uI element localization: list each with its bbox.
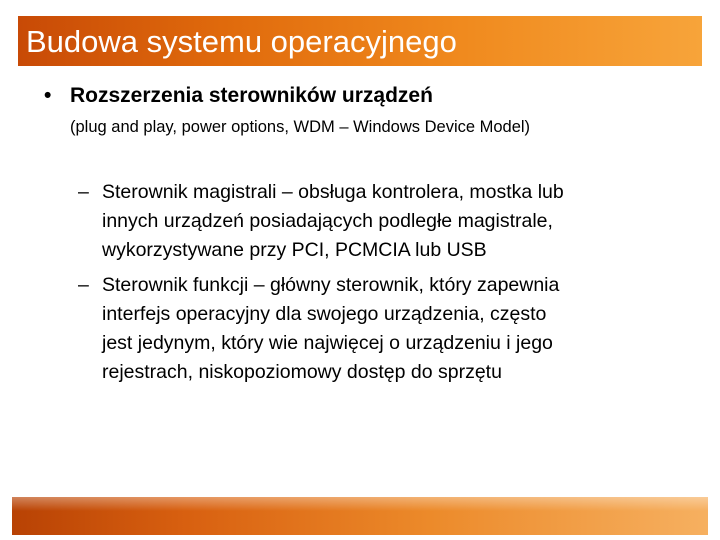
footer-bar bbox=[12, 497, 708, 535]
bullet-symbol: • bbox=[44, 84, 52, 107]
slide-title: Budowa systemu operacyjnego bbox=[26, 24, 457, 59]
main-bullet-text: Rozszerzenia sterowników urządzeń bbox=[70, 84, 433, 107]
sub-item-line: interfejs operacyjny dla swojego urządzenia, często bbox=[102, 303, 547, 325]
bullet-note: (plug and play, power options, WDM – Windows Device Model) bbox=[70, 118, 531, 136]
sub-item-line: jest jedynym, który wie najwięcej o urządzeniu i jego bbox=[102, 332, 553, 354]
main-bullet bbox=[44, 84, 433, 108]
sub-item-function-driver bbox=[78, 271, 698, 387]
dash-symbol: – bbox=[78, 181, 89, 203]
sub-item-line: rejestrach, niskopoziomowy dostęp do sprzętu bbox=[102, 361, 502, 383]
sub-item-line: wykorzystywane przy PCI, PCMCIA lub USB bbox=[102, 239, 487, 261]
sub-item-bus-driver bbox=[78, 178, 698, 265]
sub-item-line: Sterownik magistrali – obsługa kontrolera, mostka lub bbox=[102, 181, 564, 203]
sub-item-line: Sterownik funkcji – główny sterownik, który zapewnia bbox=[102, 274, 560, 296]
dash-symbol: – bbox=[78, 274, 89, 296]
sub-item-line: innych urządzeń posiadających podległe magistrale, bbox=[102, 210, 553, 232]
